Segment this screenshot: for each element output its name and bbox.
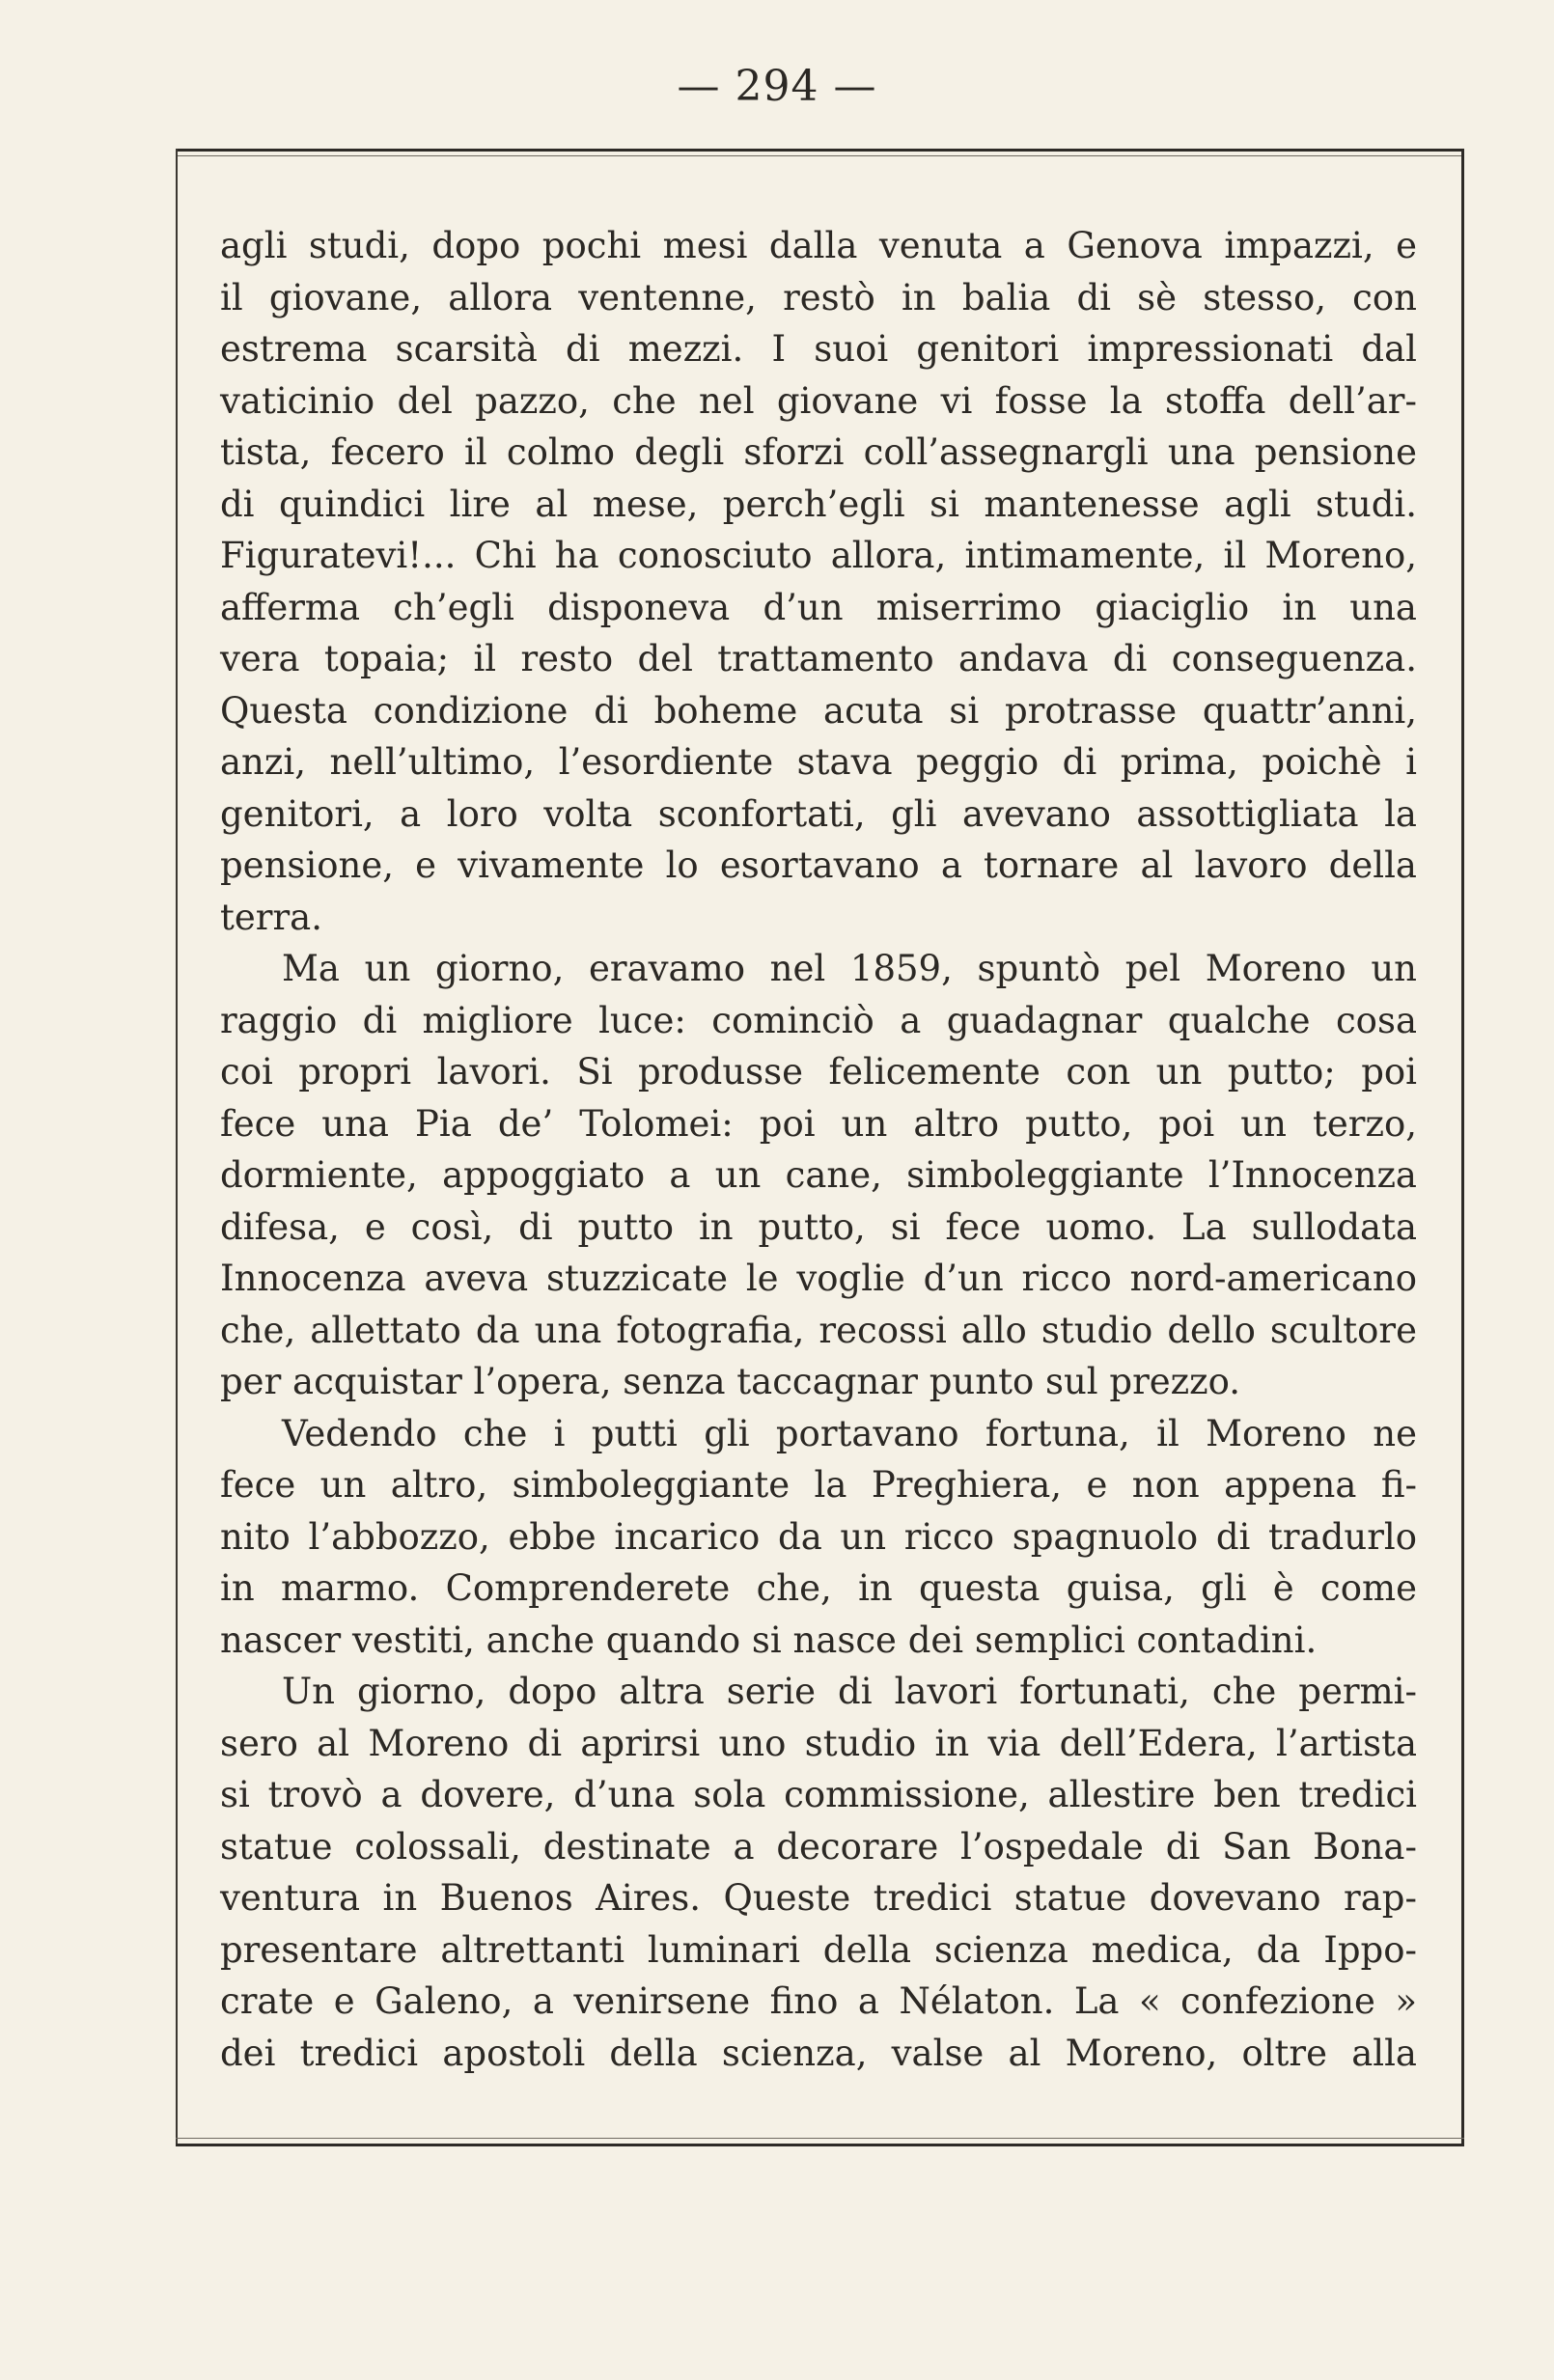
text-line: Vedendo che i putti gli portavano fortuna, il Moreno ne [282,1412,1417,1454]
page-number: — 294 — [677,62,877,111]
text-line: Innocenza aveva stuzzicate le voglie d’un ricco nord-americano [220,1258,1417,1299]
text-line: coi propri lavori. Si produsse felicemente con un putto; poi [220,1051,1417,1093]
text-line: raggio di migliore luce: cominciò a guadagnar qualche cosa [220,999,1417,1041]
body-text [220,220,1417,2079]
text-line: che, allettato da una fotografia, recossi allo studio dello scultore [220,1309,1417,1351]
text-line: il giovane, allora ventenne, restò in balia di sè stesso, con [220,276,1417,318]
text-line: Questa condizione di boheme acuta si protrasse quattr’anni, [220,689,1417,732]
text-line: estrema scarsità di mezzi. I suoi genitori impressionati dal [220,328,1417,370]
frame-right-rule [1461,149,1464,2146]
text-line: si trovò a dovere, d’una sola commissione, allestire ben tredici [220,1774,1417,1815]
text-line: fece un altro, simboleggiante la Preghiera, e non appena fi- [220,1464,1417,1506]
text-line: di quindici lire al mese, perch’egli si mantenesse agli studi. [220,483,1417,525]
text-line: ventura in Buenos Aires. Queste tredici statue dovevano rap- [220,1877,1417,1919]
text-line: sero al Moreno di aprirsi uno studio in via dell’Edera, l’artista [220,1722,1417,1764]
text-line: terra. [220,896,322,938]
text-line: vera topaia; il resto del trattamento andava di conseguenza. [220,638,1417,679]
text-line: pensione, e vivamente lo esortavano a tornare al lavoro della [220,844,1417,886]
text-line: dei tredici apostoli della scienza, valse al Moreno, oltre alla [220,2032,1417,2074]
frame-top-rule [176,149,1464,152]
text-line: dormiente, appoggiato a un cane, simboleggiante l’Innocenza [220,1154,1417,1196]
frame-left-rule [176,149,178,2146]
text-line: presentare altrettanti luminari della scienza medica, da Ippo- [220,1928,1417,1971]
text-line: Figuratevi!... Chi ha conosciuto allora, intimamente, il Moreno, [220,535,1417,576]
frame-bottom-rule [176,2144,1464,2146]
text-line: statue colossali, destinate a decorare l’ospedale di San Bona- [220,1825,1417,1868]
text-line: per acquistar l’opera, senza taccagnar punto sul prezzo. [220,1361,1241,1402]
frame-bottom-thin-rule [176,2138,1464,2139]
text-line: nascer vestiti, anche quando si nasce dei semplici contadini. [220,1619,1318,1661]
text-line: fece una Pia de’ Tolomei: poi un altro putto, poi un terzo, [220,1102,1417,1145]
text-line: crate e Galeno, a venirsene fino a Nélaton. La « confezione » [220,1980,1417,2022]
text-line: Un giorno, dopo altra serie di lavori fortunati, che permi- [282,1671,1417,1712]
text-line: agli studi, dopo pochi mesi dalla venuta a Genova impazzi, e [220,225,1417,266]
text-line: vaticinio del pazzo, che nel giovane vi fosse la stoffa dell’ar- [220,379,1417,422]
text-line: difesa, e così, di putto in putto, si fece uomo. La sullodata [220,1205,1417,1248]
text-line: in marmo. Comprenderete che, in questa guisa, gli è come [220,1567,1417,1609]
text-line: afferma ch’egli disponeva d’un miserrimo giaciglio in una [220,586,1417,628]
frame-top-thin-rule [176,155,1464,156]
text-line: genitori, a loro volta sconfortati, gli avevano assottigliata la [220,792,1417,835]
text-line: nito l’abbozzo, ebbe incarico da un ricco spagnuolo di tradurlo [220,1515,1417,1558]
text-line: tista, fecero il colmo degli sforzi coll’assegnargli una pensione [220,431,1417,473]
text-line: anzi, nell’ultimo, l’esordiente stava peggio di prima, poichè i [220,741,1417,783]
text-line: Ma un giorno, eravamo nel 1859, spuntò pel Moreno un [282,948,1417,989]
